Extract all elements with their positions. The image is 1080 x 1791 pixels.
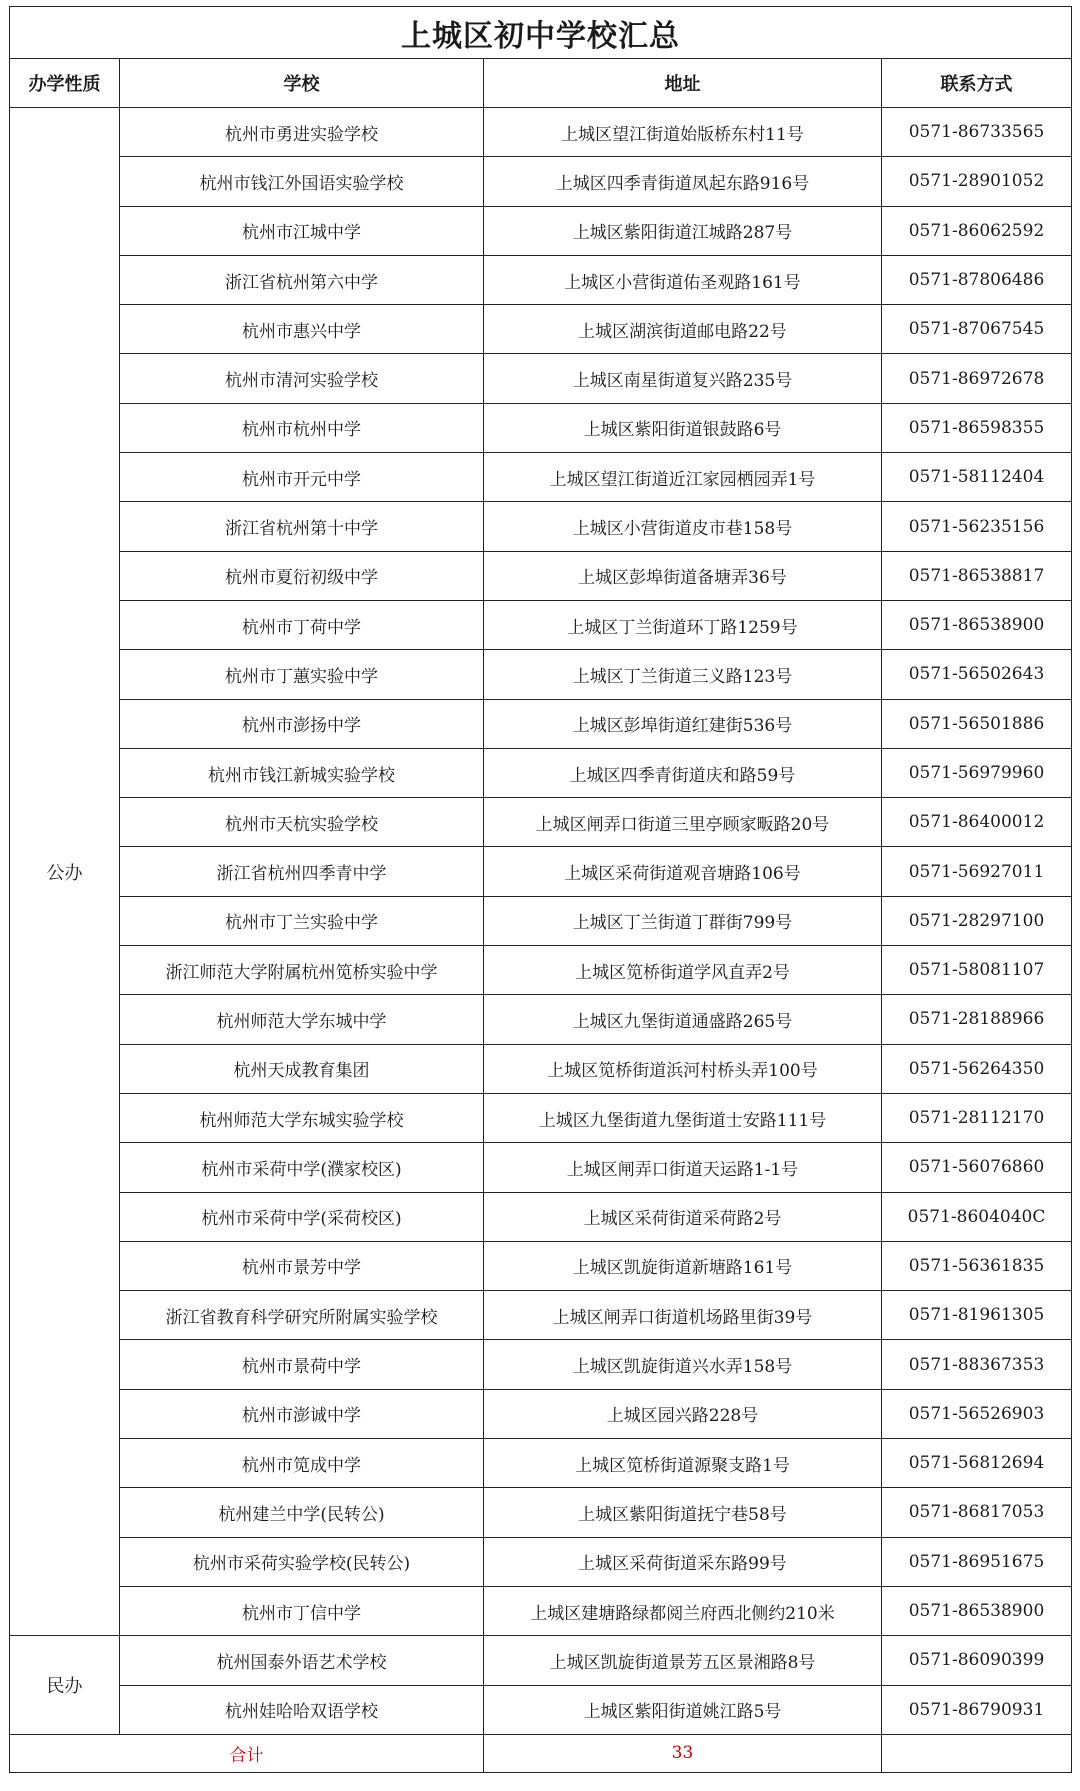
address-cell: 上城区闸弄口街道天运路1-1号 [484,1143,882,1192]
school-name-cell: 杭州娃哈哈双语学校 [120,1685,484,1734]
address-cell: 上城区丁兰街道三义路123号 [484,650,882,699]
school-name-cell: 杭州市丁兰实验中学 [120,896,484,945]
table-row [10,1537,1072,1586]
table-row [10,1439,1072,1488]
phone-cell: 0571-58081107 [882,946,1072,995]
phone-cell: 0571-87067545 [882,305,1072,354]
header-type: 办学性质 [10,59,120,108]
phone-cell: 0571-56502643 [882,650,1072,699]
address-cell: 上城区闸弄口街道机场路里街39号 [484,1291,882,1340]
phone-cell: 0571-87806486 [882,255,1072,304]
phone-cell: 0571-56361835 [882,1241,1072,1290]
phone-cell: 0571-86538900 [882,1586,1072,1635]
school-name-cell: 杭州市澎扬中学 [120,699,484,748]
school-name-cell: 杭州市江城中学 [120,206,484,255]
address-cell: 上城区望江街道近江家园栖园弄1号 [484,453,882,502]
school-name-cell: 杭州市丁信中学 [120,1586,484,1635]
table-body [10,108,1072,1735]
school-name-cell: 杭州市丁蕙实验中学 [120,650,484,699]
phone-cell: 0571-88367353 [882,1340,1072,1389]
address-cell: 上城区丁兰街道丁群街799号 [484,896,882,945]
table-row [10,255,1072,304]
school-name-cell: 杭州市天杭实验学校 [120,798,484,847]
school-name-cell: 杭州市杭州中学 [120,403,484,452]
phone-cell: 0571-86733565 [882,108,1072,157]
address-cell: 上城区彭埠街道备塘弄36号 [484,551,882,600]
address-cell: 上城区采荷街道采荷路2号 [484,1192,882,1241]
table-row [10,1291,1072,1340]
address-cell: 上城区笕桥街道浜河村桥头弄100号 [484,1044,882,1093]
school-name-cell: 浙江省杭州四季青中学 [120,847,484,896]
header-row [10,59,1072,108]
school-name-cell: 杭州师范大学东城实验学校 [120,1093,484,1142]
school-name-cell: 浙江省杭州第六中学 [120,255,484,304]
phone-cell: 0571-86538900 [882,600,1072,649]
school-name-cell: 杭州市惠兴中学 [120,305,484,354]
table-row [10,1093,1072,1142]
school-name-cell: 杭州市采荷实验学校(民转公) [120,1537,484,1586]
school-name-cell: 浙江省教育科学研究所附属实验学校 [120,1291,484,1340]
address-cell: 上城区凯旋街道兴水弄158号 [484,1340,882,1389]
address-cell: 上城区紫阳街道银鼓路6号 [484,403,882,452]
school-name-cell: 杭州市勇进实验学校 [120,108,484,157]
table-row [10,551,1072,600]
address-cell: 上城区紫阳街道姚江路5号 [484,1685,882,1734]
table-row [10,1044,1072,1093]
phone-cell: 0571-86972678 [882,354,1072,403]
school-name-cell: 杭州市丁荷中学 [120,600,484,649]
phone-cell: 0571-56076860 [882,1143,1072,1192]
phone-cell: 0571-86817053 [882,1488,1072,1537]
school-summary-sheet [9,6,1071,1773]
phone-cell: 0571-86598355 [882,403,1072,452]
table-row [10,1340,1072,1389]
address-cell: 上城区闸弄口街道三里亭顾家畈路20号 [484,798,882,847]
school-name-cell: 杭州市景荷中学 [120,1340,484,1389]
address-cell: 上城区紫阳街道抚宁巷58号 [484,1488,882,1537]
address-cell: 上城区笕桥街道学风直弄2号 [484,946,882,995]
school-name-cell: 杭州建兰中学(民转公) [120,1488,484,1537]
address-cell: 上城区凯旋街道景芳五区景湘路8号 [484,1636,882,1685]
total-label: 合计 [10,1734,484,1772]
table-row [10,847,1072,896]
table-row [10,1241,1072,1290]
phone-cell: 0571-8604040C [882,1192,1072,1241]
phone-cell: 0571-58112404 [882,453,1072,502]
table-row [10,995,1072,1044]
table-row [10,1636,1072,1685]
address-cell: 上城区彭埠街道红建街536号 [484,699,882,748]
school-name-cell: 杭州市钱江新城实验学校 [120,748,484,797]
phone-cell: 0571-28297100 [882,896,1072,945]
school-name-cell: 杭州市澎诚中学 [120,1389,484,1438]
school-name-cell: 杭州市笕成中学 [120,1439,484,1488]
address-cell: 上城区小营街道佑圣观路161号 [484,255,882,304]
phone-cell: 0571-86790931 [882,1685,1072,1734]
table-row [10,1192,1072,1241]
school-name-cell: 杭州国泰外语艺术学校 [120,1636,484,1685]
phone-cell: 0571-86400012 [882,798,1072,847]
school-name-cell: 杭州市清河实验学校 [120,354,484,403]
table-row [10,403,1072,452]
phone-cell: 0571-56501886 [882,699,1072,748]
phone-cell: 0571-56927011 [882,847,1072,896]
address-cell: 上城区九堡街道九堡街道士安路111号 [484,1093,882,1142]
phone-cell: 0571-28901052 [882,157,1072,206]
address-cell: 上城区四季青街道凤起东路916号 [484,157,882,206]
school-name-cell: 杭州市钱江外国语实验学校 [120,157,484,206]
phone-cell: 0571-56526903 [882,1389,1072,1438]
school-name-cell: 杭州市景芳中学 [120,1241,484,1290]
phone-cell: 0571-28188966 [882,995,1072,1044]
table-row [10,896,1072,945]
header-address: 地址 [484,59,882,108]
table-row [10,354,1072,403]
address-cell: 上城区湖滨街道邮电路22号 [484,305,882,354]
table-row [10,305,1072,354]
phone-cell: 0571-86062592 [882,206,1072,255]
address-cell: 上城区建塘路绿都阅兰府西北侧约210米 [484,1586,882,1635]
address-cell: 上城区采荷街道采东路99号 [484,1537,882,1586]
table-row [10,699,1072,748]
address-cell: 上城区采荷街道观音塘路106号 [484,847,882,896]
table-row [10,453,1072,502]
table-row [10,946,1072,995]
table-row [10,798,1072,847]
phone-cell: 0571-86538817 [882,551,1072,600]
school-table [9,6,1072,1773]
table-row [10,650,1072,699]
address-cell: 上城区四季青街道庆和路59号 [484,748,882,797]
total-blank-cell [882,1734,1072,1772]
address-cell: 上城区望江街道始版桥东村11号 [484,108,882,157]
phone-cell: 0571-86951675 [882,1537,1072,1586]
address-cell: 上城区九堡街道通盛路265号 [484,995,882,1044]
table-row [10,1143,1072,1192]
table-row [10,206,1072,255]
phone-cell: 0571-56235156 [882,502,1072,551]
table-row [10,1685,1072,1734]
phone-cell: 0571-56979960 [882,748,1072,797]
header-phone: 联系方式 [882,59,1072,108]
school-name-cell: 杭州市开元中学 [120,453,484,502]
phone-cell: 0571-28112170 [882,1093,1072,1142]
school-name-cell: 浙江师范大学附属杭州笕桥实验中学 [120,946,484,995]
school-type-cell: 民办 [10,1636,120,1735]
address-cell: 上城区丁兰街道环丁路1259号 [484,600,882,649]
school-name-cell: 杭州市采荷中学(濮家校区) [120,1143,484,1192]
address-cell: 上城区紫阳街道江城路287号 [484,206,882,255]
school-name-cell: 杭州市采荷中学(采荷校区) [120,1192,484,1241]
address-cell: 上城区笕桥街道源聚支路1号 [484,1439,882,1488]
table-row [10,748,1072,797]
school-name-cell: 浙江省杭州第十中学 [120,502,484,551]
table-row [10,1488,1072,1537]
address-cell: 上城区南星街道复兴路235号 [484,354,882,403]
total-count: 33 [484,1734,882,1772]
header-school: 学校 [120,59,484,108]
school-type-cell: 公办 [10,108,120,1636]
page-title: 上城区初中学校汇总 [10,7,1072,59]
address-cell: 上城区园兴路228号 [484,1389,882,1438]
table-row [10,600,1072,649]
table-row [10,502,1072,551]
address-cell: 上城区小营街道皮市巷158号 [484,502,882,551]
table-row [10,108,1072,157]
school-name-cell: 杭州师范大学东城中学 [120,995,484,1044]
phone-cell: 0571-86090399 [882,1636,1072,1685]
school-name-cell: 杭州市夏衍初级中学 [120,551,484,600]
phone-cell: 0571-56264350 [882,1044,1072,1093]
phone-cell: 0571-81961305 [882,1291,1072,1340]
total-row [10,1734,1072,1772]
table-row [10,157,1072,206]
phone-cell: 0571-56812694 [882,1439,1072,1488]
address-cell: 上城区凯旋街道新塘路161号 [484,1241,882,1290]
table-row [10,1389,1072,1438]
school-name-cell: 杭州天成教育集团 [120,1044,484,1093]
table-row [10,1586,1072,1635]
